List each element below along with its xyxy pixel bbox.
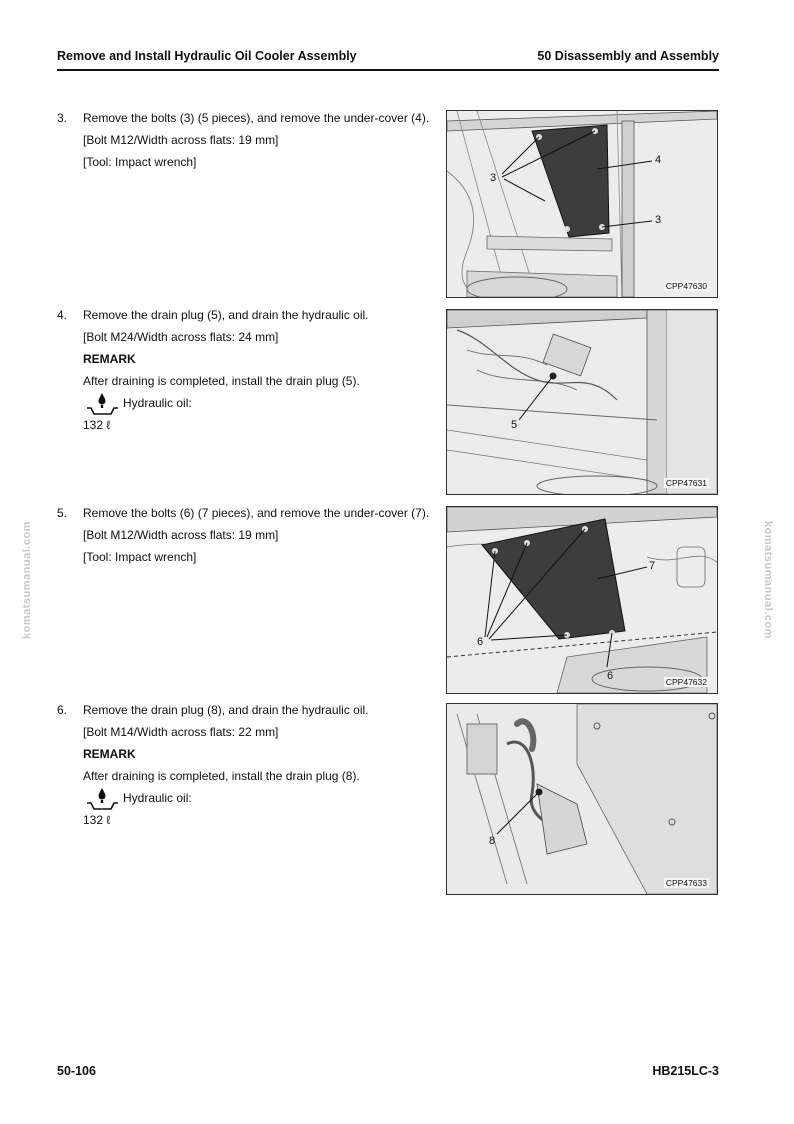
figure-drain-plug-5 — [446, 309, 718, 495]
figure-undercover-7 — [446, 506, 718, 694]
watermark-right: komatsumanual.com — [762, 521, 774, 639]
oil-quantity: 132 ℓ — [83, 813, 111, 827]
page-number: 50-106 — [57, 1064, 96, 1078]
figure-id: CPP47630 — [665, 281, 707, 291]
oil-spec — [83, 790, 433, 812]
oil-quantity: 132 ℓ — [83, 418, 111, 432]
bolt-spec: [Bolt M12/Width across flats: 19 mm] — [83, 133, 279, 147]
callout-8: 8 — [489, 835, 496, 847]
bolt-spec: [Bolt M14/Width across flats: 22 mm] — [83, 725, 279, 739]
machine-underside-illustration — [447, 111, 717, 297]
machine-underside-illustration — [447, 704, 717, 894]
tool-spec: [Tool: Impact wrench] — [83, 550, 197, 564]
header-section: 50 Disassembly and Assembly — [537, 49, 719, 63]
remark-text: After draining is completed, install the drain plug (8). — [83, 769, 360, 783]
step-6 — [57, 702, 433, 834]
step-number: 6. — [57, 703, 68, 717]
figure-id: CPP47632 — [665, 677, 707, 687]
model-name: HB215LC-3 — [652, 1064, 719, 1078]
figure-id: CPP47633 — [665, 878, 707, 888]
oil-label: Hydraulic oil: — [123, 791, 192, 805]
bolt-spec: [Bolt M24/Width across flats: 24 mm] — [83, 330, 279, 344]
step-number: 3. — [57, 111, 68, 125]
oil-spec — [83, 395, 433, 417]
remark-text: After draining is completed, install the drain plug (5). — [83, 374, 360, 388]
callout-6: 6 — [477, 636, 484, 648]
oil-label: Hydraulic oil: — [123, 396, 192, 410]
callout-5: 5 — [511, 419, 518, 431]
figure-drain-plug-8 — [446, 703, 718, 895]
step-instruction: Remove the bolts (3) (5 pieces), and remove the under-cover (4). — [83, 111, 430, 125]
step-instruction: Remove the bolts (6) (7 pieces), and remove the under-cover (7). — [83, 506, 430, 520]
callout-3: 3 — [490, 172, 497, 184]
figure-undercover-4 — [446, 110, 718, 298]
remark-label: REMARK — [83, 352, 136, 366]
machine-underside-illustration — [447, 507, 717, 693]
step-instruction: Remove the drain plug (5), and drain the hydraulic oil. — [83, 308, 369, 322]
step-4 — [57, 307, 433, 439]
bolt-spec: [Bolt M12/Width across flats: 19 mm] — [83, 528, 279, 542]
step-3 — [57, 110, 433, 176]
oil-drain-icon — [85, 787, 121, 813]
step-5 — [57, 505, 433, 571]
callout-6: 6 — [607, 670, 614, 682]
callout-3: 3 — [655, 214, 662, 226]
remark-label: REMARK — [83, 747, 136, 761]
tool-spec: [Tool: Impact wrench] — [83, 155, 197, 169]
header-title: Remove and Install Hydraulic Oil Cooler Assembly — [57, 49, 357, 63]
machine-underside-illustration — [447, 310, 717, 494]
oil-drain-icon — [85, 392, 121, 418]
step-number: 5. — [57, 506, 68, 520]
page-header — [57, 47, 719, 71]
callout-7: 7 — [649, 560, 656, 572]
step-instruction: Remove the drain plug (8), and drain the hydraulic oil. — [83, 703, 369, 717]
step-number: 4. — [57, 308, 68, 322]
figure-id: CPP47631 — [665, 478, 707, 488]
watermark-left: komatsumanual.com — [21, 521, 33, 639]
callout-4: 4 — [655, 154, 662, 166]
